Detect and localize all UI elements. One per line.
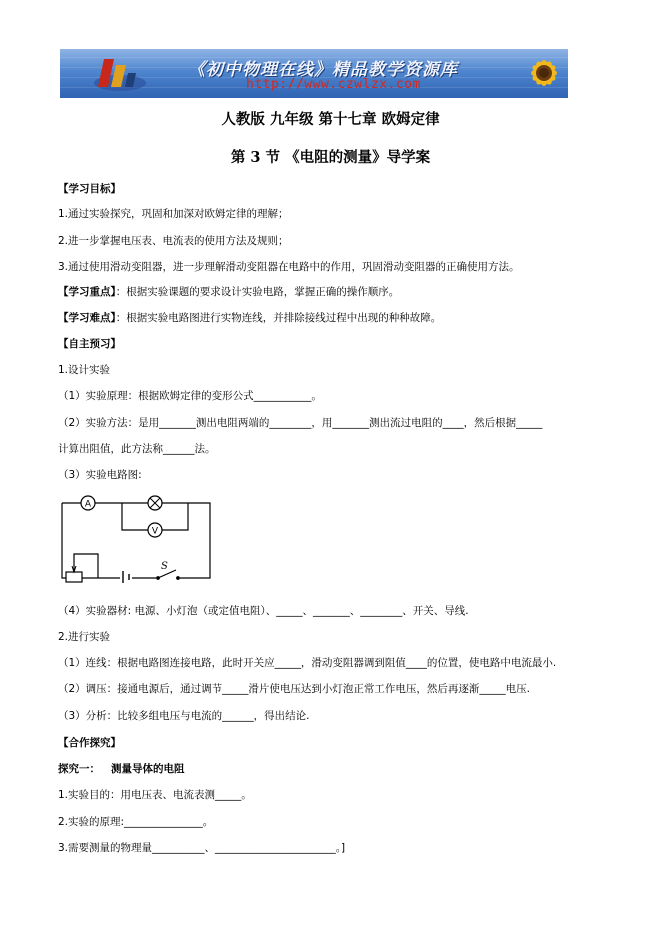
banner-title: 《初中物理在线》精品教学资源库	[188, 60, 458, 80]
design-heading: 1.设计实验	[58, 364, 111, 376]
method-line-2: 计算出阻值，此方法称______法。	[58, 443, 216, 455]
circuit-diagram	[60, 492, 215, 584]
ammeter-symbol: A	[84, 499, 92, 510]
page-subtitle: 第 3 节 《电阻的测量》导学案	[230, 149, 431, 166]
conduct-heading: 2.进行实验	[58, 631, 111, 643]
goal-1: 1.通过实验探究，巩固和加深对欧姆定律的理解；	[58, 208, 289, 220]
banner-url: http://www.czwlzx.com	[246, 77, 421, 92]
focus-label: 【学习重点】	[58, 286, 116, 298]
method-line-1: （2）实验方法：是用_______测出电阻两端的________，用_______测出流过电阻的____，然后根据_____	[58, 417, 543, 429]
step-1: （1）连线：根据电路图连接电路，此时开关应_____，滑动变阻器调到阻值____的位置，使电路中电流最小.	[58, 657, 557, 669]
principle-line: （1）实验原理：根据欧姆定律的变形公式___________。	[58, 390, 322, 402]
difficulty-label: 【学习难点】	[58, 312, 116, 324]
goal-2: 2.进一步掌握电压表、电流表的使用方法及规则；	[58, 235, 289, 247]
difficulty-text: ：根据实验电路图进行实物连线，并排除接线过程中出现的种种故障。	[115, 312, 442, 324]
focus-line	[58, 284, 399, 299]
goal-3: 3.通过使用滑动变阻器，进一步理解滑动变阻器在电路中的作用，巩固滑动变阻器的正确使用方法。	[58, 261, 520, 273]
goals-heading: 【学习目标】	[58, 183, 121, 195]
circuit-label: （3）实验电路图:	[58, 469, 142, 481]
step-3: （3）分析：比较多组电压与电流的______，得出结论.	[58, 710, 310, 722]
quantities-line: 3.需要测量的物理量__________、_______________________。]	[58, 842, 346, 854]
header-banner	[60, 49, 568, 98]
sunflower-icon	[518, 49, 568, 98]
equipment-line: （4）实验器材: 电源、小灯泡（或定值电阻）、_____、_______、________、开关、导线.	[58, 605, 469, 617]
step-2: （2）调压：接通电源后，通过调节_____滑片使电压达到小灯泡正常工作电压，然后再逐渐_____电压.	[58, 683, 531, 695]
page-title: 人教版 九年级 第十七章 欧姆定律	[221, 111, 440, 128]
coop-heading: 【合作探究】	[58, 737, 121, 749]
explore-line	[58, 761, 184, 776]
purpose-line: 1.实验目的：用电压表、电流表测_____。	[58, 789, 252, 801]
explore-title: 测量导体的电阻	[110, 763, 185, 775]
preview-heading: 【自主预习】	[58, 338, 121, 350]
site-logo-icon	[90, 53, 150, 95]
explore-label: 探究一：	[58, 763, 100, 775]
voltmeter-symbol: V	[151, 526, 159, 537]
difficulty-line	[58, 310, 441, 325]
focus-text: ：根据实验课题的要求设计实验电路，掌握正确的操作顺序。	[115, 286, 400, 298]
theory-line: 2.实验的原理:_______________。	[58, 816, 214, 828]
switch-label: S	[161, 561, 168, 572]
